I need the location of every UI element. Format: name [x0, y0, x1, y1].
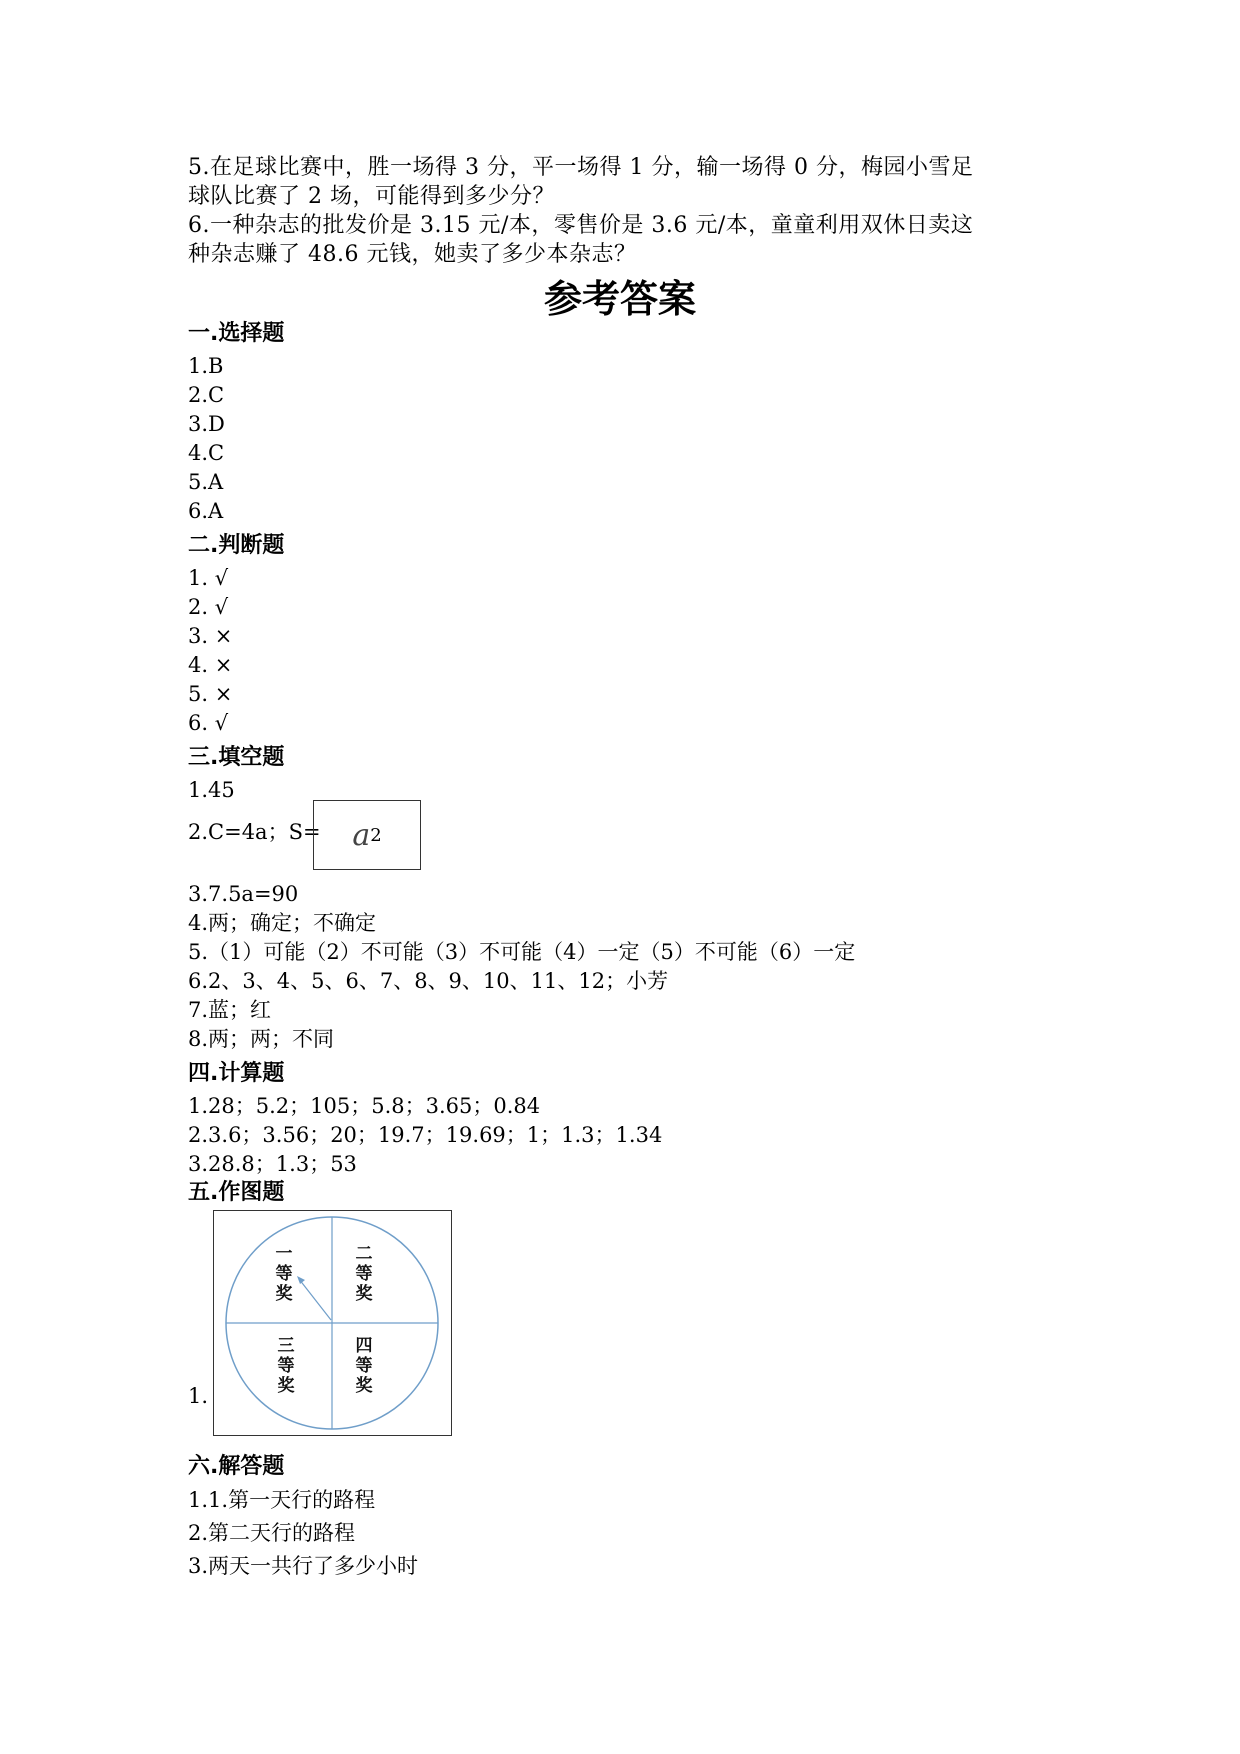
judge-answer-2: 2. √: [188, 595, 229, 619]
fill-answer-1: 1.45: [188, 778, 235, 802]
quadrant-3-char-1: 三: [277, 1336, 295, 1356]
question-6-line-1: 6.一种杂志的批发价是 3.15 元/本，零售价是 3.6 元/本，童童利用双休日卖这: [188, 213, 974, 238]
question-5-line-2: 球队比赛了 2 场，可能得到多少分？: [188, 184, 555, 209]
judge-answer-4: 4. ×: [188, 653, 233, 677]
quadrant-2-char-2: 等: [355, 1264, 373, 1284]
fill-answer-7: 7.蓝；红: [188, 998, 272, 1022]
wheel-pointer-arrowhead: [297, 1276, 305, 1284]
quadrant-4-char-2: 等: [355, 1356, 373, 1376]
solve-answer-2: 2.第二天行的路程: [188, 1521, 356, 1545]
fill-answer-8: 8.两；两；不同: [188, 1027, 335, 1051]
quadrant-2-char-1: 二: [355, 1244, 373, 1264]
choice-answer-2: 2.C: [188, 383, 225, 407]
formula-variable: a: [352, 817, 371, 853]
quadrant-3-char-2: 等: [277, 1356, 295, 1376]
judge-answer-3: 3. ×: [188, 624, 233, 648]
section-judge-title: 二.判断题: [188, 533, 285, 558]
quadrant-2-char-3: 奖: [355, 1284, 373, 1304]
section-calc-title: 四.计算题: [188, 1061, 285, 1086]
formula-image-box: [313, 800, 421, 870]
choice-answer-3: 3.D: [188, 412, 225, 436]
question-5-line-1: 5.在足球比赛中，胜一场得 3 分，平一场得 1 分，输一场得 0 分，梅园小雪足: [188, 155, 974, 180]
quadrant-1-char-1: 一: [275, 1244, 293, 1264]
quadrant-4-char-3: 奖: [355, 1376, 373, 1396]
choice-answer-1: 1.B: [188, 354, 224, 378]
section-draw-title: 五.作图题: [188, 1180, 285, 1205]
fill-answer-4: 4.两；确定；不确定: [188, 911, 377, 935]
quadrant-1-char-3: 奖: [275, 1284, 293, 1304]
judge-answer-6: 6. √: [188, 711, 229, 735]
draw-answer-1-label: 1.: [188, 1384, 209, 1408]
section-fill-title: 三.填空题: [188, 745, 285, 770]
solve-answer-1: 1.1.第一天行的路程: [188, 1488, 376, 1512]
fill-answer-3: 3.7.5a=90: [188, 882, 299, 906]
calc-answer-2: 2.3.6；3.56；20；19.7；19.69；1；1.3；1.34: [188, 1123, 663, 1147]
solve-answer-3: 3.两天一共行了多少小时: [188, 1554, 419, 1578]
calc-answer-1: 1.28；5.2；105；5.8；3.65；0.84: [188, 1094, 541, 1118]
judge-answer-5: 5. ×: [188, 682, 233, 706]
fill-answer-5: 5.（1）可能（2）不可能（3）不可能（4）一定（5）不可能（6）一定: [188, 940, 856, 964]
quadrant-4-char-1: 四: [355, 1336, 373, 1356]
judge-answer-1: 1. √: [188, 566, 229, 590]
calc-answer-3: 3.28.8；1.3；53: [188, 1152, 357, 1176]
formula-exponent: 2: [370, 824, 382, 846]
section-solve-title: 六.解答题: [188, 1454, 285, 1479]
wheel-pointer-line: [299, 1279, 331, 1320]
prize-wheel-figure: [213, 1210, 452, 1436]
question-6-line-2: 种杂志赚了 48.6 元钱，她卖了多少本杂志？: [188, 242, 637, 267]
quadrant-3-char-3: 奖: [277, 1376, 295, 1396]
choice-answer-4: 4.C: [188, 441, 225, 465]
fill-answer-6: 6.2、3、4、5、6、7、8、9、10、11、12；小芳: [188, 969, 669, 993]
section-choice-title: 一.选择题: [188, 321, 285, 346]
choice-answer-5: 5.A: [188, 470, 224, 494]
fill-answer-2: 2.C=4a；S=: [188, 820, 321, 844]
prize-wheel: [214, 1211, 451, 1435]
answer-title: 参考答案: [543, 277, 696, 321]
quadrant-1-char-2: 等: [275, 1264, 293, 1284]
choice-answer-6: 6.A: [188, 499, 224, 523]
